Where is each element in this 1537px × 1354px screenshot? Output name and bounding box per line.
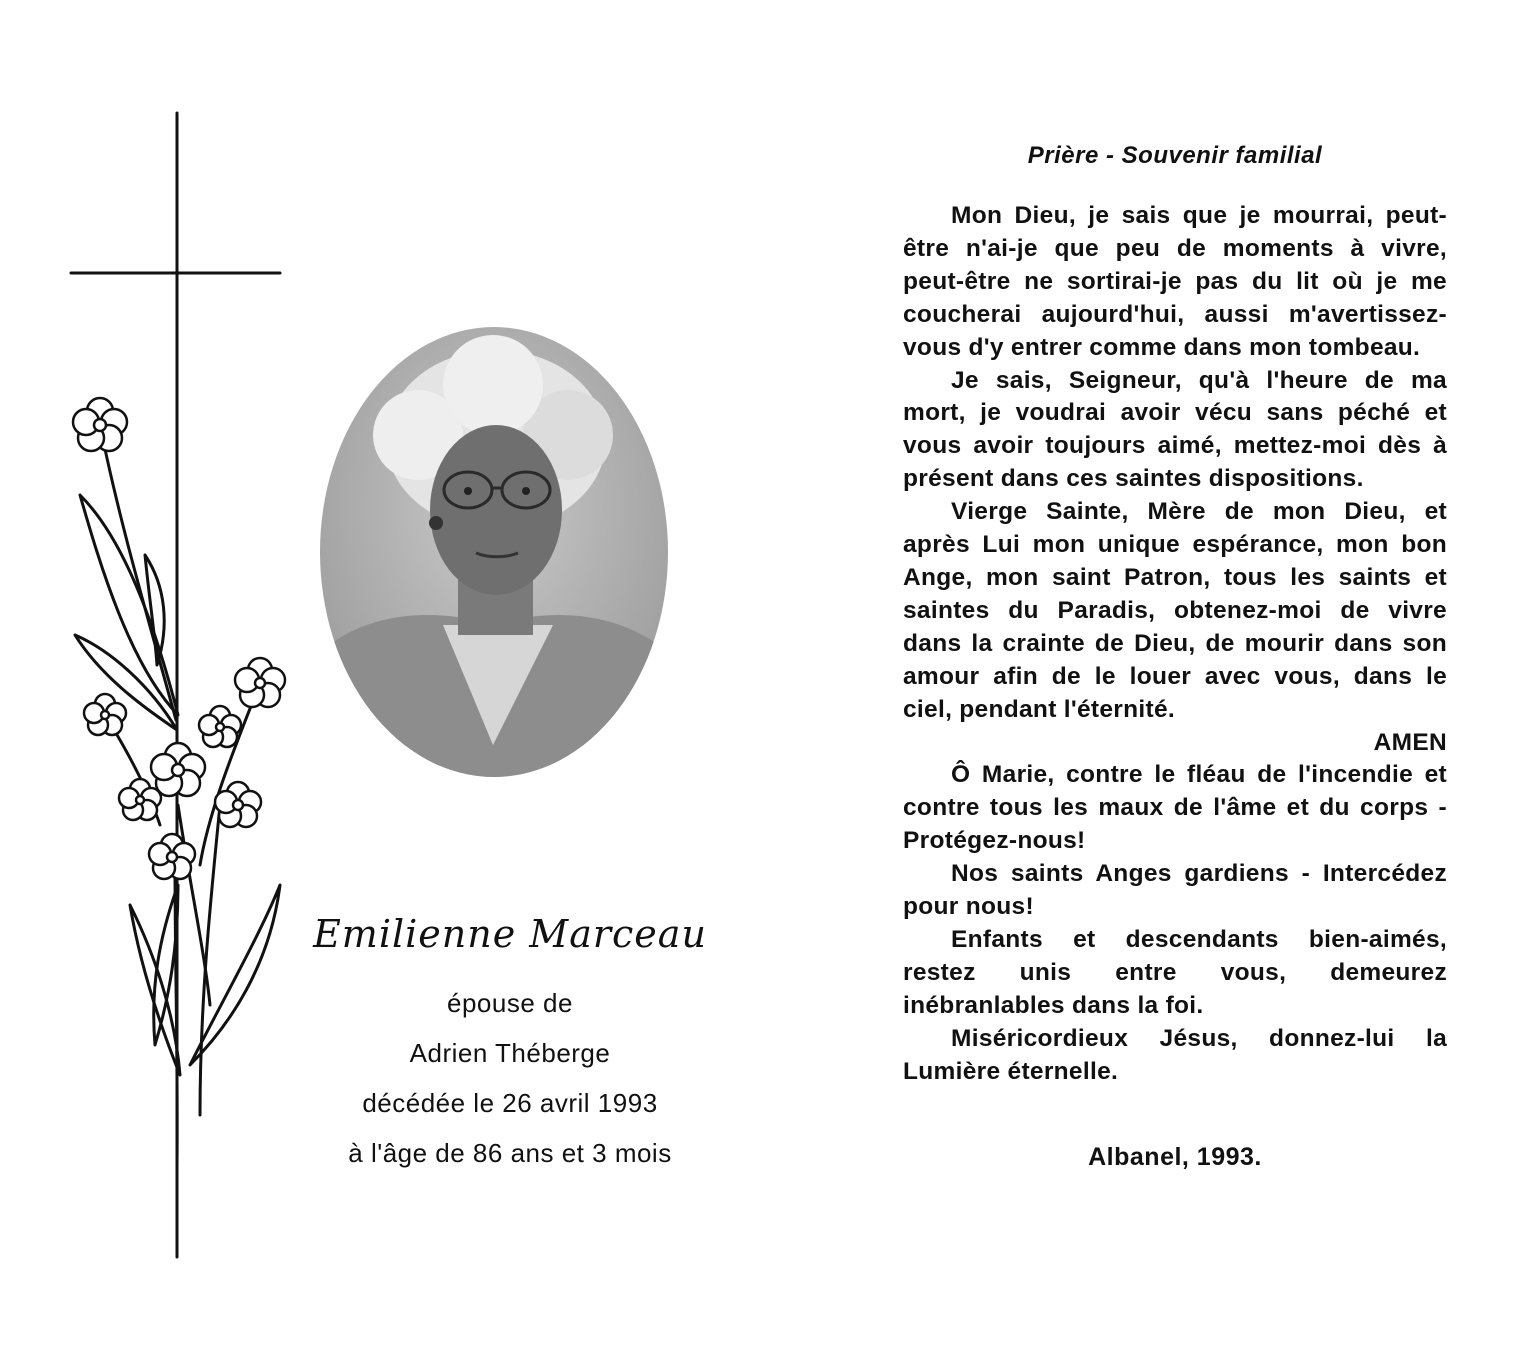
deceased-name: Emilienne Marceau: [313, 912, 707, 956]
age-at-death: à l'âge de 86 ans et 3 mois: [348, 1138, 672, 1168]
prayer-paragraph: Nos saints Anges gardiens - Intercédez pour nous!: [903, 860, 1447, 921]
portrait-photo: [318, 325, 670, 780]
amen-line: AMEN: [1373, 728, 1447, 756]
death-date: décédée le 26 avril 1993: [362, 1088, 658, 1118]
prayer-paragraph: Enfants et descendants bien-aimés, restez unis entre vous, demeurez inébranlables dans la foi.: [903, 925, 1447, 1019]
prayer-paragraph: Vierge Sainte, Mère de mon Dieu, et après Lui mon unique espérance, mon bon Ange, mon saint Patron, tous les saints et saintes du Paradis, obtenez-moi de vivre dans la crainte de Dieu, de mourir dans son amour afin de le louer avec vous, dans le ciel, pendant l'éternité.: [903, 498, 1447, 723]
spouse-label: épouse de: [447, 988, 573, 1018]
prayer-paragraph: Miséricordieux Jésus, donnez-lui la Lumière éternelle.: [903, 1024, 1447, 1085]
spouse-name: Adrien Théberge: [409, 1038, 611, 1068]
prayer-title: Prière - Souvenir familial: [1027, 142, 1323, 169]
place-date: Albanel, 1993.: [1088, 1143, 1262, 1171]
cross-icon: [60, 105, 320, 1265]
prayer-paragraph: Mon Dieu, je sais que je mourrai, peut-être n'ai-je que peu de moments à vivre, peut-être ne sortirai-je pas du lit où je me coucherai aujourd'hui, aussi m'avertissez-vous d'y entrer comme dans mon tombeau.: [903, 202, 1447, 361]
prayer-paragraph: Ô Marie, contre le fléau de l'incendie et contre tous les maux de l'âme et du corps - Protégez-nous!: [903, 761, 1447, 855]
prayer-text: [903, 200, 1447, 1088]
prayer-paragraph: Je sais, Seigneur, qu'à l'heure de ma mort, je voudrai avoir vécu sans péché et vous avoir toujours aimé, mettez-moi dès à présent dans ces saintes dispositions.: [903, 366, 1447, 493]
